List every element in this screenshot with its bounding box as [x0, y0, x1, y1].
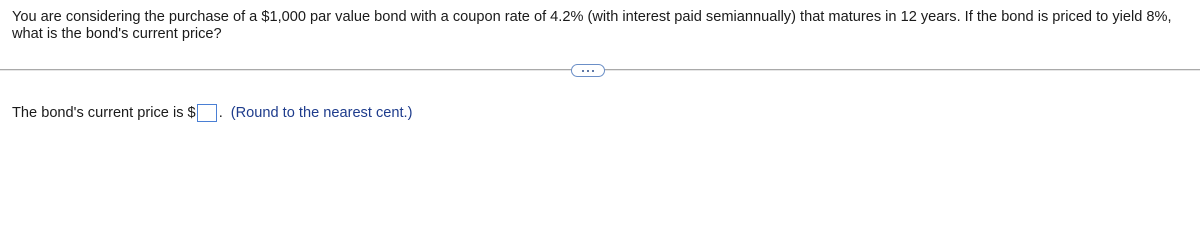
show-more-button[interactable]: [571, 64, 605, 77]
ellipsis-icon: [582, 65, 594, 76]
rounding-hint: (Round to the nearest cent.): [230, 105, 413, 121]
answer-input[interactable]: [197, 104, 217, 122]
answer-suffix: .: [218, 105, 223, 121]
answer-prefix: The bond's current price is $: [12, 105, 196, 121]
question-text: You are considering the purchase of a $1,000 par value bond with a coupon rate of 4.2% (with interest paid semiannually) that matures in 12 years. If the bond is priced to yield 8%, what is the bond's current price?: [12, 9, 1172, 42]
answer-line: [12, 104, 412, 122]
